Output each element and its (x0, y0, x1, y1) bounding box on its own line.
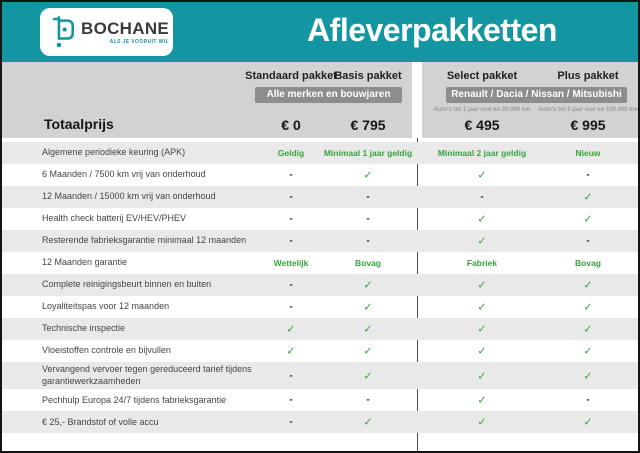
brand-name: BOCHANE (81, 18, 170, 38)
dash-mark: - (366, 394, 370, 406)
table-row (2, 318, 638, 340)
row-label: Technische inspectie (42, 323, 126, 334)
table-row (2, 362, 638, 389)
table-row (2, 340, 638, 362)
dash-mark: - (289, 191, 293, 203)
dash-mark: - (289, 370, 293, 382)
table-row (2, 411, 638, 433)
row-label: Vloeistoffen controle en bijvullen (42, 345, 171, 356)
row-label: Complete reinigingsbeurt binnen en buiten (42, 279, 212, 290)
table-row (2, 186, 638, 208)
check-icon: ✓ (363, 370, 373, 383)
check-icon: ✓ (583, 370, 593, 383)
brand-tagline: ALS JE VOORUIT WIL (109, 38, 170, 45)
check-icon: ✓ (363, 169, 373, 182)
check-icon: ✓ (477, 279, 487, 292)
row-label: Vervangend vervoer tegen gereduceerd tarief tijdens garantiewerkzaamheden (42, 364, 252, 386)
check-icon: ✓ (477, 370, 487, 383)
table-row (2, 164, 638, 186)
check-icon: ✓ (363, 416, 373, 429)
cell-text: Fabriek (466, 258, 498, 268)
check-icon: ✓ (286, 323, 296, 336)
dash-mark: - (366, 213, 370, 225)
dash-mark: - (586, 235, 590, 247)
cell-text: Bovag (355, 258, 381, 268)
cell-text: Bovag (575, 258, 601, 268)
row-label: 12 Maanden / 15000 km vrij van onderhoud (42, 191, 216, 202)
row-label: Loyaliteitspas voor 12 maanden (42, 301, 170, 312)
row-label: 12 Maanden garantie (42, 257, 128, 268)
dash-mark: - (289, 169, 293, 181)
row-label: € 25,- Brandstof of volle accu (42, 416, 159, 427)
price-basis: € 795 (350, 117, 386, 133)
check-icon: ✓ (363, 323, 373, 336)
check-icon: ✓ (477, 345, 487, 358)
column-header-plus-pakket: Plus pakket (557, 70, 619, 82)
table-row (2, 208, 638, 230)
check-icon: ✓ (583, 301, 593, 314)
row-label: Algemene periodieke keuring (APK) (42, 147, 186, 158)
dash-mark: - (480, 191, 484, 203)
table-row (2, 296, 638, 318)
check-icon: ✓ (363, 301, 373, 314)
caption-plus-pakket: Auto's tot 5 jaar oud en 100.000 km (537, 107, 639, 113)
dash-mark: - (289, 301, 293, 313)
check-icon: ✓ (477, 235, 487, 248)
check-icon: ✓ (477, 394, 487, 407)
row-label: Health check batterij EV/HEV/PHEV (42, 213, 187, 224)
table-row (2, 230, 638, 252)
table-row (2, 142, 638, 164)
check-icon: ✓ (363, 345, 373, 358)
table-row (2, 252, 638, 274)
check-icon: ✓ (477, 416, 487, 429)
check-icon: ✓ (583, 191, 593, 204)
check-icon: ✓ (583, 323, 593, 336)
banner-alle-merken: Alle merken en bouwjaren (255, 87, 402, 103)
cell-text: Geldig (277, 148, 305, 158)
dash-mark: - (289, 416, 293, 428)
row-label: Resterende fabrieksgarantie minimaal 12 maanden (42, 235, 247, 246)
cell-text: Nieuw (575, 148, 601, 158)
dash-mark: - (586, 169, 590, 181)
dash-mark: - (586, 394, 590, 406)
bochane-logo-icon (50, 14, 76, 50)
cell-text: Minimaal 1 jaar geldig (323, 148, 413, 158)
column-header-basis-pakket: Basis pakket (334, 70, 402, 82)
column-header-standaard-pakket: Standaard pakket (245, 70, 337, 82)
cell-text: Minimaal 2 jaar geldig (437, 148, 527, 158)
banner-merken-rechts: Renault / Dacia / Nissan / Mitsubishi (446, 87, 627, 103)
price-plus: € 995 (570, 117, 606, 133)
check-icon: ✓ (583, 416, 593, 429)
caption-select-pakket: Auto's tot 1 jaar oud en 20.000 km (433, 107, 531, 113)
check-icon: ✓ (583, 279, 593, 292)
check-icon: ✓ (363, 279, 373, 292)
row-label: 6 Maanden / 7500 km vrij van onderhoud (42, 169, 206, 180)
dash-mark: - (289, 279, 293, 291)
table-header-band (2, 62, 638, 138)
table-row (2, 274, 638, 296)
dash-mark: - (366, 235, 370, 247)
cell-text: Wettelijk (273, 258, 309, 268)
check-icon: ✓ (477, 213, 487, 226)
dash-mark: - (289, 394, 293, 406)
bochane-logo (40, 8, 173, 56)
check-icon: ✓ (583, 213, 593, 226)
feature-rows (2, 142, 638, 433)
column-header-select-pakket: Select pakket (446, 70, 518, 82)
price-select: € 495 (464, 117, 500, 133)
dash-mark: - (289, 235, 293, 247)
check-icon: ✓ (477, 169, 487, 182)
dash-mark: - (366, 191, 370, 203)
dash-mark: - (289, 213, 293, 225)
header-bar (2, 2, 638, 62)
page-title: Afleverpakketten (307, 12, 557, 48)
bochane-logo-text (81, 20, 169, 45)
check-icon: ✓ (286, 345, 296, 358)
check-icon: ✓ (477, 301, 487, 314)
total-price-label: Totaalprijs (44, 116, 114, 132)
price-standaard: € 0 (281, 117, 301, 133)
table-row (2, 389, 638, 411)
column-group-gap (412, 62, 422, 138)
check-icon: ✓ (583, 345, 593, 358)
row-label: Pechhulp Europa 24/7 tijdens fabrieksgarantie (42, 394, 227, 405)
check-icon: ✓ (477, 323, 487, 336)
